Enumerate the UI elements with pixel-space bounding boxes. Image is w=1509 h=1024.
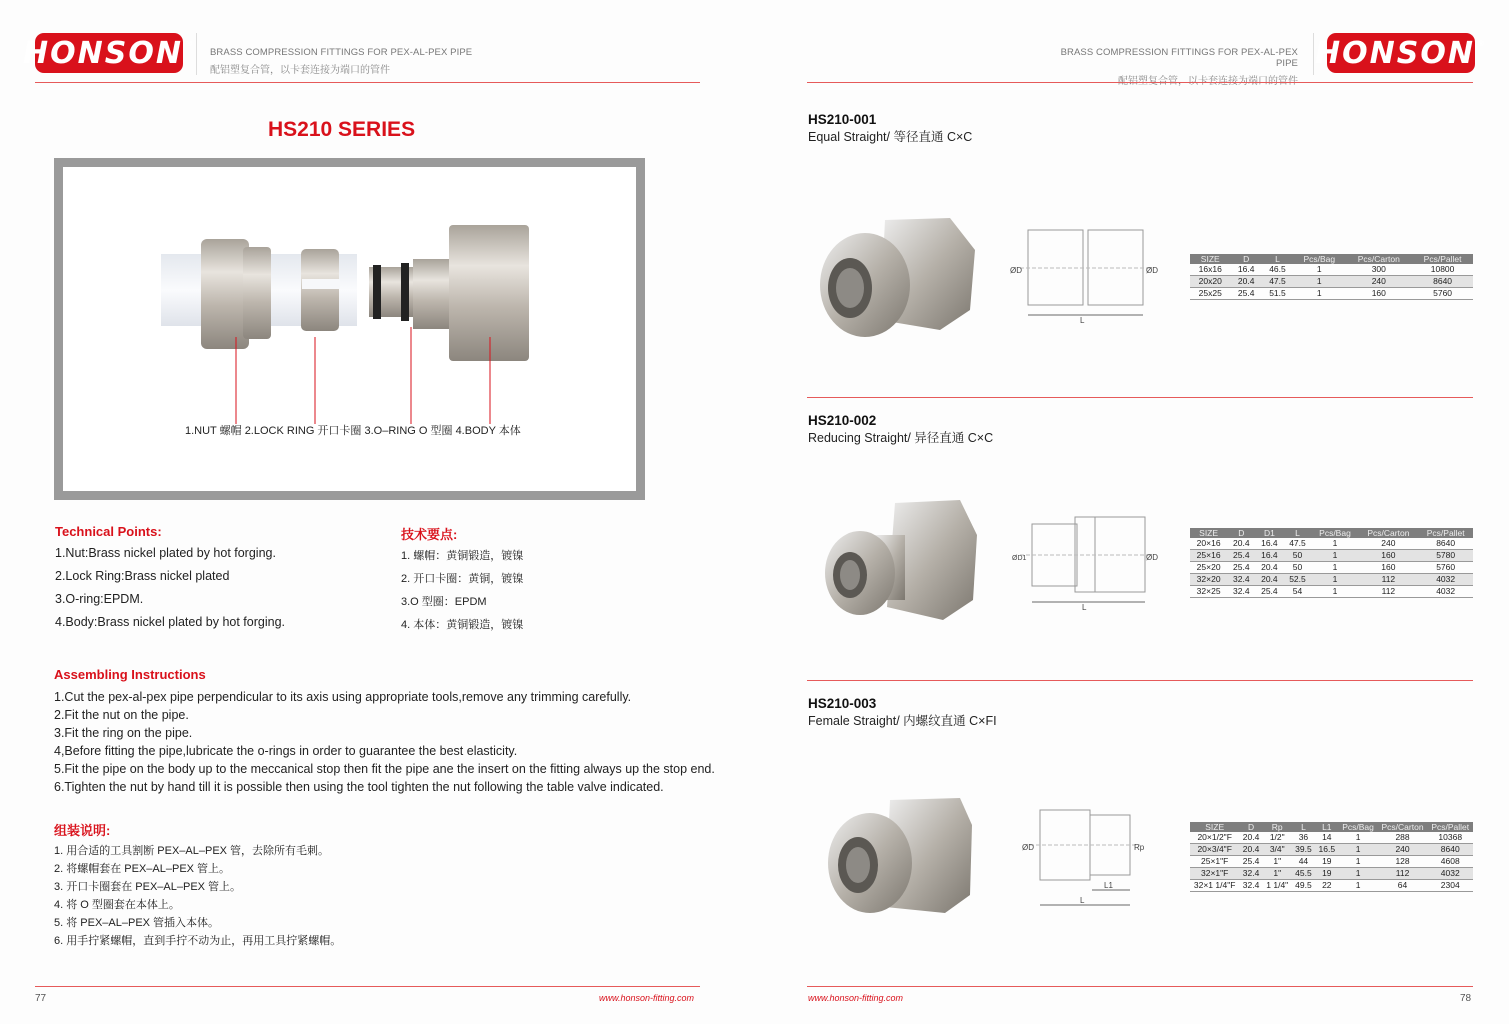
cell: 5760: [1418, 562, 1473, 574]
header-divider: [196, 33, 197, 75]
spec-table-hs210-001: [1190, 254, 1473, 300]
product-name: Female Straight/ 内螺纹直通 C×FI: [808, 714, 997, 728]
technical-points-title-cn: 技术要点:: [401, 527, 458, 542]
cell: 300: [1345, 264, 1412, 276]
cell: 19: [1315, 868, 1338, 880]
assembly-step-cn: 1. 用合适的工具割断 PEX–AL–PEX 管，去除所有毛刺。: [54, 845, 330, 857]
cell: 160: [1358, 550, 1418, 562]
cell: 4032: [1418, 574, 1473, 586]
dim-label-l: L: [1080, 896, 1085, 905]
dim-label-od: ØD: [1146, 266, 1158, 275]
cell: 240: [1378, 844, 1428, 856]
website-link[interactable]: www.honson-fitting.com: [599, 993, 695, 1003]
assembly-step-cn: 6. 用手拧紧螺帽，直到手拧不动为止，再用工具拧紧螺帽。: [54, 935, 342, 947]
cell: 10800: [1412, 264, 1473, 276]
col-header: Pcs/Pallet: [1427, 822, 1473, 832]
dim-label-od: ØD: [1010, 266, 1022, 275]
product-code: HS210-003: [808, 696, 877, 711]
footer-rule: [35, 986, 700, 987]
cell: 14: [1315, 832, 1338, 844]
cell: 1: [1339, 832, 1378, 844]
cell: 49.5: [1292, 880, 1315, 892]
cell: 5760: [1412, 288, 1473, 300]
cell: 1: [1312, 574, 1359, 586]
dim-label-od: ØD: [1022, 843, 1034, 852]
col-header: Pcs/Carton: [1345, 254, 1412, 264]
footer-rule: [807, 986, 1473, 987]
col-header: Pcs/Pallet: [1412, 254, 1473, 264]
cell: 25x25: [1190, 288, 1231, 300]
cell: 52.5: [1283, 574, 1311, 586]
equal-straight-photo: [810, 210, 980, 340]
table-row: [1190, 550, 1473, 562]
registered-mark: ®: [184, 38, 195, 48]
cell: 4608: [1427, 856, 1473, 868]
cell: 20.4: [1239, 832, 1262, 844]
tech-point-cn: 2. 开口卡圈：黄铜，镀镍: [401, 573, 524, 585]
cell: 240: [1358, 538, 1418, 550]
cell: 25×20: [1190, 562, 1227, 574]
product-heading: [808, 413, 993, 446]
dim-label-l: L: [1080, 316, 1085, 325]
assembly-step-cn: 3. 开口卡圈套在 PEX–AL–PEX 管上。: [54, 881, 242, 893]
cell: 20×1/2"F: [1190, 832, 1239, 844]
cell: 1: [1339, 868, 1378, 880]
assembly-step-cn: 5. 将 PEX–AL–PEX 管插入本体。: [54, 917, 220, 929]
col-header: D1: [1255, 528, 1283, 538]
assembling-cn-list: [54, 842, 341, 950]
dim-label-od1: ØD1: [1012, 555, 1027, 562]
assembly-step-en: 1.Cut the pex-al-pex pipe perpendicular to its axis using appropriate tools,remove any trimming carefully.: [54, 690, 632, 704]
table-row: [1190, 880, 1473, 892]
cell: 19: [1315, 856, 1338, 868]
assembly-step-cn: 4. 将 O 型圈套在本体上。: [54, 899, 180, 911]
brand-name: HONSON: [23, 35, 183, 71]
cell: 25.4: [1231, 288, 1262, 300]
cell: 32.4: [1227, 574, 1255, 586]
female-straight-drawing: [1010, 805, 1160, 910]
cell: 50: [1283, 562, 1311, 574]
spec-table-hs210-003: [1190, 822, 1473, 892]
page-number: 78: [1460, 993, 1472, 1004]
col-header: Pcs/Bag: [1312, 528, 1359, 538]
cell: 47.5: [1262, 276, 1293, 288]
cell: 160: [1345, 288, 1412, 300]
cell: 1": [1263, 856, 1292, 868]
product-code: HS210-001: [808, 112, 877, 127]
cell: 1: [1293, 276, 1345, 288]
cell: 5780: [1418, 550, 1473, 562]
cell: 1": [1263, 868, 1292, 880]
cell: 20.4: [1255, 562, 1283, 574]
cell: 32×20: [1190, 574, 1227, 586]
dim-label-rp: Rp: [1134, 843, 1145, 852]
parts-legend: 1.NUT 螺帽 2.LOCK RING 开口卡圈 3.O–RING O 型圈 4.BODY 本体: [185, 425, 521, 437]
cell: 112: [1358, 574, 1418, 586]
col-header: L: [1262, 254, 1293, 264]
col-header: SIZE: [1190, 254, 1231, 264]
tech-point-en: 2.Lock Ring:Brass nickel plated: [55, 569, 230, 583]
cell: 25.4: [1227, 550, 1255, 562]
cell: 32.4: [1227, 586, 1255, 598]
cell: 32×25: [1190, 586, 1227, 598]
col-header: SIZE: [1190, 822, 1239, 832]
cell: 1: [1312, 538, 1359, 550]
cell: 160: [1358, 562, 1418, 574]
table-row: [1190, 844, 1473, 856]
table-row: [1190, 538, 1473, 550]
reducing-straight-photo: [815, 495, 980, 630]
female-straight-photo: [820, 795, 980, 920]
cell: 112: [1358, 586, 1418, 598]
cell: 3/4": [1263, 844, 1292, 856]
assembly-step-cn: 2. 将螺帽套在 PEX–AL–PEX 管上。: [54, 863, 231, 875]
cell: 8640: [1427, 844, 1473, 856]
tech-point-cn: 4. 本体：黄铜锻造，镀镍: [401, 619, 524, 631]
cell: 8640: [1412, 276, 1473, 288]
col-header: SIZE: [1190, 528, 1227, 538]
cell: 50: [1283, 550, 1311, 562]
cell: 47.5: [1283, 538, 1311, 550]
col-header: D: [1227, 528, 1255, 538]
cell: 1: [1312, 586, 1359, 598]
header-rule: [807, 82, 1473, 83]
technical-points-en-list: [55, 546, 285, 638]
table-row: [1190, 868, 1473, 880]
cell: 20.4: [1227, 538, 1255, 550]
cell: 16.4: [1255, 538, 1283, 550]
cell: 44: [1292, 856, 1315, 868]
product-heading: [808, 696, 997, 729]
cell: 20.4: [1231, 276, 1262, 288]
cell: 32.4: [1239, 880, 1262, 892]
cell: 51.5: [1262, 288, 1293, 300]
col-header: Pcs/Carton: [1378, 822, 1428, 832]
cell: 1: [1339, 880, 1378, 892]
cell: 16.4: [1255, 550, 1283, 562]
cell: 1: [1293, 288, 1345, 300]
col-header: Pcs/Bag: [1339, 822, 1378, 832]
assembling-title: Assembling Instructions: [54, 667, 206, 682]
cell: 1: [1339, 844, 1378, 856]
product-code: HS210-002: [808, 413, 877, 428]
assembly-step-en: 2.Fit the nut on the pipe.: [54, 708, 189, 722]
cell: 128: [1378, 856, 1428, 868]
cell: 1: [1339, 856, 1378, 868]
product-name: Reducing Straight/ 异径直通 C×C: [808, 431, 994, 445]
subtitle-en: BRASS COMPRESSION FITTINGS FOR PEX-AL-PEX PIPE: [1060, 47, 1298, 69]
technical-points-title: Technical Points:: [55, 524, 162, 539]
header-divider: [1313, 33, 1314, 75]
tech-point-en: 3.O-ring:EPDM.: [55, 592, 144, 606]
brand-logo: [23, 33, 195, 73]
assembling-title-cn: 组装说明:: [54, 823, 111, 838]
dim-label-od: ØD: [1146, 553, 1158, 562]
cell: 16.4: [1231, 264, 1262, 276]
assembling-en-list: [54, 690, 715, 798]
section-rule: [807, 680, 1473, 681]
tech-point-cn: 3.O 型圈：EPDM: [401, 596, 487, 608]
cell: 1: [1312, 550, 1359, 562]
cell: 16x16: [1190, 264, 1231, 276]
col-header: D: [1231, 254, 1262, 264]
brand-name: HONSON: [1315, 35, 1475, 71]
cell: 32.4: [1239, 868, 1262, 880]
product-name: Equal Straight/ 等径直通 C×C: [808, 130, 973, 144]
cell: 25×1"F: [1190, 856, 1239, 868]
cell: 16.5: [1315, 844, 1338, 856]
cell: 1 1/4": [1263, 880, 1292, 892]
dim-label-l1: L1: [1104, 881, 1113, 890]
table-row: [1190, 562, 1473, 574]
cell: 25.4: [1227, 562, 1255, 574]
equal-straight-drawing: [1010, 225, 1160, 325]
table-row: [1190, 832, 1473, 844]
col-header: D: [1239, 822, 1262, 832]
exploded-view-figure: [54, 158, 645, 500]
cell: 25.4: [1239, 856, 1262, 868]
cell: 32×1"F: [1190, 868, 1239, 880]
subtitle-en: BRASS COMPRESSION FITTINGS FOR PEX-AL-PEX PIPE: [210, 47, 473, 58]
cell: 288: [1378, 832, 1428, 844]
table-row: [1190, 288, 1473, 300]
exploded-fitting-illustration: [63, 167, 636, 491]
section-rule: [807, 397, 1473, 398]
header-subtitle-right: [1050, 47, 1298, 87]
cell: 4032: [1427, 868, 1473, 880]
col-header: Pcs/Pallet: [1418, 528, 1473, 538]
table-row: [1190, 574, 1473, 586]
cell: 46.5: [1262, 264, 1293, 276]
assembly-step-en: 6.Tighten the nut by hand till it is possible then using the tool tighten the nut following the table valve indicated.: [54, 780, 664, 794]
cell: 20x20: [1190, 276, 1231, 288]
website-link[interactable]: www.honson-fitting.com: [808, 993, 904, 1003]
cell: 25×16: [1190, 550, 1227, 562]
cell: 20×16: [1190, 538, 1227, 550]
col-header: L: [1283, 528, 1311, 538]
dim-label-l: L: [1082, 603, 1087, 612]
registered-mark: ®: [1476, 38, 1487, 48]
cell: 2304: [1427, 880, 1473, 892]
col-header: Rp: [1263, 822, 1292, 832]
brand-logo: [1315, 33, 1487, 73]
cell: 36: [1292, 832, 1315, 844]
cell: 1/2": [1263, 832, 1292, 844]
cell: 240: [1345, 276, 1412, 288]
cell: 8640: [1418, 538, 1473, 550]
table-row: [1190, 276, 1473, 288]
cell: 32×1 1/4"F: [1190, 880, 1239, 892]
assembly-step-en: 4,Before fitting the pipe,lubricate the o-rings in order to guarantee the best elasticity.: [54, 744, 518, 758]
cell: 4032: [1418, 586, 1473, 598]
cell: 1: [1293, 264, 1345, 276]
cell: 22: [1315, 880, 1338, 892]
table-row: [1190, 586, 1473, 598]
subtitle-cn: 配铝塑复合管，以卡套连接为端口的管件: [210, 65, 390, 76]
col-header: L: [1292, 822, 1315, 832]
header-rule: [35, 82, 700, 83]
page-number: 77: [35, 993, 47, 1004]
tech-point-cn: 1. 螺帽：黄铜锻造，镀镍: [401, 550, 524, 562]
cell: 39.5: [1292, 844, 1315, 856]
cell: 10368: [1427, 832, 1473, 844]
cell: 20×3/4"F: [1190, 844, 1239, 856]
tech-point-en: 1.Nut:Brass nickel plated by hot forging.: [55, 546, 276, 560]
col-header: L1: [1315, 822, 1338, 832]
cell: 112: [1378, 868, 1428, 880]
subtitle-cn: [1050, 72, 1298, 87]
series-title: HS210 SERIES: [268, 118, 416, 141]
cell: 64: [1378, 880, 1428, 892]
product-heading: [808, 112, 972, 145]
col-header: Pcs/Bag: [1293, 254, 1345, 264]
cell: 20.4: [1255, 574, 1283, 586]
table-row: [1190, 264, 1473, 276]
cell: 54: [1283, 586, 1311, 598]
assembly-step-en: 3.Fit the ring on the pipe.: [54, 726, 193, 740]
spec-table-hs210-002: [1190, 528, 1473, 598]
cell: 20.4: [1239, 844, 1262, 856]
reducing-straight-drawing: [1010, 512, 1160, 612]
tech-point-en: 4.Body:Brass nickel plated by hot forging.: [55, 615, 285, 629]
cell: 25.4: [1255, 586, 1283, 598]
table-row: [1190, 856, 1473, 868]
col-header: Pcs/Carton: [1358, 528, 1418, 538]
cell: 1: [1312, 562, 1359, 574]
cell: 45.5: [1292, 868, 1315, 880]
header-subtitle: [210, 47, 472, 76]
assembly-step-en: 5.Fit the pipe on the body up to the meccanical stop then fit the pipe ane the insert on the fitting always up the stop end.: [54, 762, 715, 776]
technical-points-cn-list: [401, 547, 523, 639]
